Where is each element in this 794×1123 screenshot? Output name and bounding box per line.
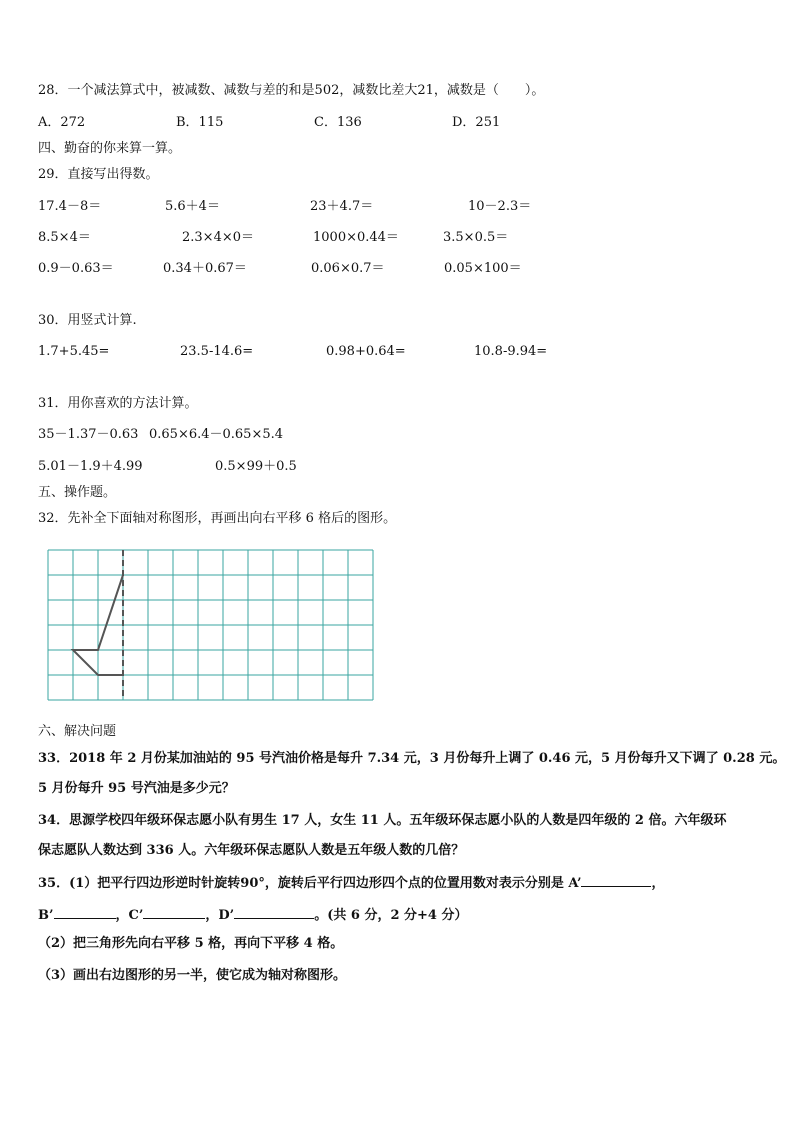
- blank-d[interactable]: [234, 906, 314, 919]
- q31-item: 35－1.37－0.63: [38, 427, 139, 442]
- q31-item: 0.5×99＋0.5: [215, 459, 297, 474]
- section-5-title: 五、操作题。: [38, 485, 117, 500]
- q31-item: 0.65×6.4－0.65×5.4: [149, 427, 284, 442]
- section-4-title: 四、勤奋的你来算一算。: [38, 141, 182, 156]
- q29-item: 3.5×0.5＝: [443, 230, 509, 245]
- question-35-part-3: （3）画出右边图形的另一半，使它成为轴对称图形。: [38, 968, 347, 983]
- q28-option-b: B．115: [176, 115, 224, 130]
- q30-item: 23.5-14.6=: [180, 344, 254, 359]
- label-d: ，D’: [205, 908, 235, 923]
- question-35-line-1: [38, 874, 665, 892]
- label-c: ，C’: [115, 908, 144, 923]
- label-b: B’: [38, 908, 54, 923]
- q29-item: 0.34＋0.67＝: [163, 261, 247, 276]
- q35-part1-text: 35．(1）把平行四边形逆时针旋转90°，旋转后平行四边形四个点的位置用数对表示分别是 A’: [38, 876, 582, 891]
- question-33-line-2: 5 月份每升 95 号汽油是多少元？: [38, 781, 235, 796]
- q29-item: 23＋4.7＝: [310, 199, 374, 214]
- question-35-line-2: [38, 906, 468, 924]
- symmetry-grid: [46, 548, 376, 704]
- question-32-stem: 32．先补全下面轴对称图形，再画出向右平移 6 格后的图形。: [38, 511, 397, 526]
- q29-item: 0.9－0.63＝: [38, 261, 114, 276]
- q28-option-a: A．272: [38, 115, 86, 130]
- q35-line1-end: ，: [651, 876, 665, 891]
- q29-item: 5.6＋4＝: [165, 199, 220, 214]
- q29-item: 17.4－8＝: [38, 199, 102, 214]
- q31-item: 5.01－1.9＋4.99: [38, 459, 143, 474]
- q30-item: 0.98+0.64=: [326, 344, 406, 359]
- q29-item: 8.5×4＝: [38, 230, 91, 245]
- q29-item: 1000×0.44＝: [313, 230, 399, 245]
- q35-score: 。(共 6 分，2 分+4 分）: [314, 908, 468, 923]
- q29-item: 2.3×4×0＝: [182, 230, 255, 245]
- q28-option-d: D．251: [452, 115, 501, 130]
- question-30-stem: 30．用竖式计算.: [38, 313, 137, 328]
- section-6-title: 六、解决问题: [38, 724, 117, 739]
- q28-option-c: C．136: [314, 115, 362, 130]
- question-28-stem: 28．一个减法算式中，被减数、减数与差的和是502，减数比差大21，减数是（ ）。: [38, 83, 545, 98]
- q30-item: 1.7+5.45=: [38, 344, 110, 359]
- q29-item: 0.06×0.7＝: [311, 261, 385, 276]
- blank-c[interactable]: [143, 906, 205, 919]
- q29-item: 0.05×100＝: [444, 261, 522, 276]
- question-31-stem: 31．用你喜欢的方法计算。: [38, 396, 198, 411]
- grid-lines: [48, 550, 373, 700]
- question-29-stem: 29．直接写出得数。: [38, 167, 159, 182]
- q30-item: 10.8-9.94=: [474, 344, 548, 359]
- blank-a[interactable]: [581, 874, 651, 887]
- question-34-line-2: 保志愿队人数达到 336 人。六年级环保志愿队人数是五年级人数的几倍？: [38, 843, 465, 858]
- question-34-line-1: 34．思源学校四年级环保志愿小队有男生 17 人，女生 11 人。五年级环保志愿小队的人数是四年级的 2 倍。六年级环: [38, 813, 727, 828]
- q29-item: 10－2.3＝: [468, 199, 532, 214]
- question-33-line-1: 33．2018 年 2 月份某加油站的 95 号汽油价格是每升 7.34 元，3 月份每升上调了 0.46 元，5 月份每升又下调了 0.28 元。: [38, 751, 786, 766]
- question-35-part-2: （2）把三角形先向右平移 5 格，再向下平移 4 格。: [38, 936, 344, 951]
- blank-b[interactable]: [54, 906, 116, 919]
